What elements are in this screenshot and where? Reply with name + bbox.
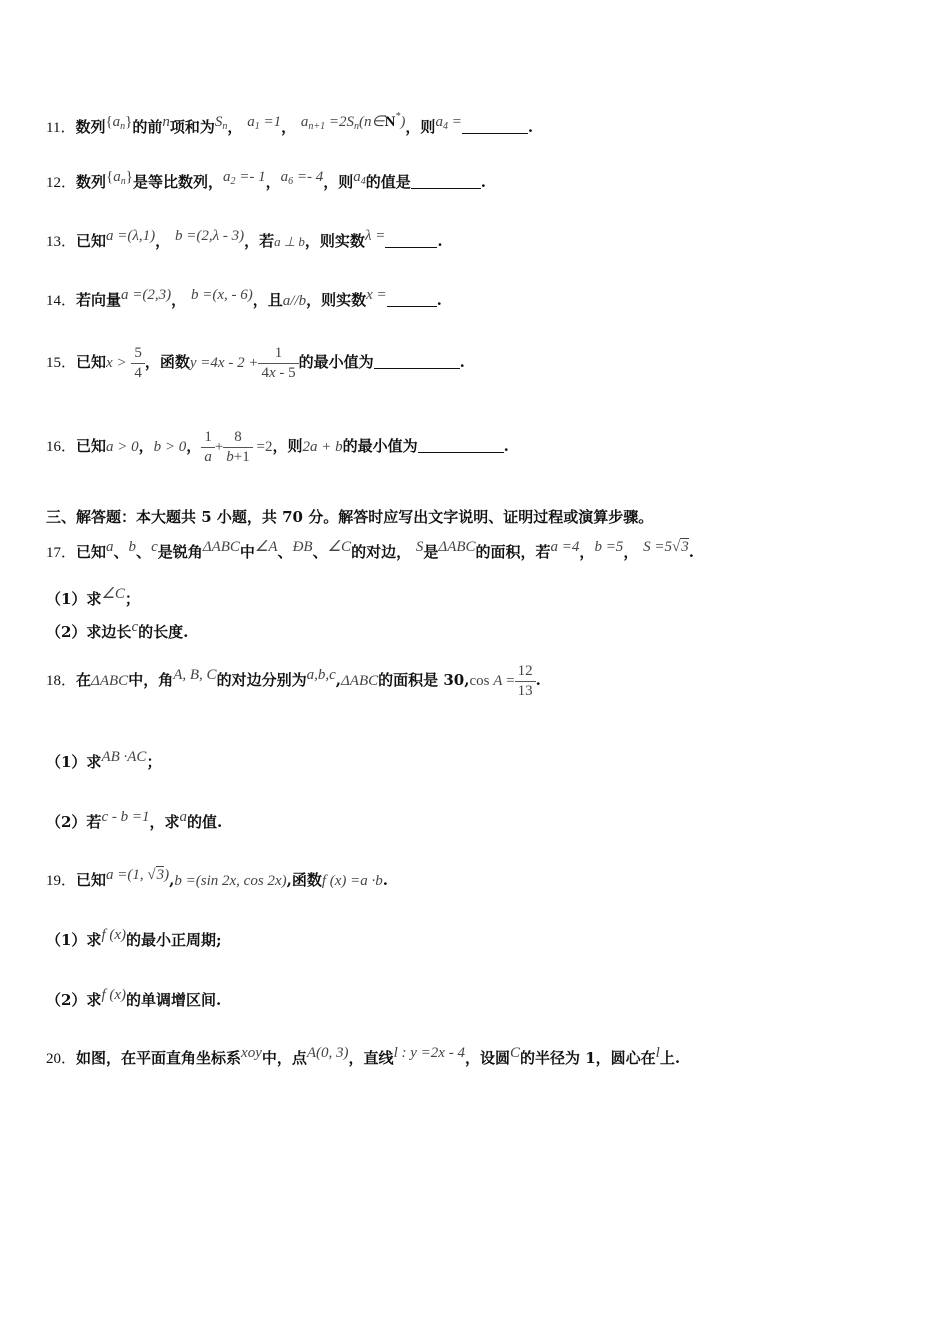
question-15 (46, 342, 465, 383)
math-expression: $S_n$ (214, 114, 228, 132)
question-text: 的值. (187, 813, 223, 831)
question-text: 在 (76, 671, 92, 689)
math-expression: $a_4$ = (435, 114, 462, 132)
question-text: 的最小值为 (342, 437, 418, 455)
question-text: ， (227, 118, 243, 136)
question-number: 15． (46, 355, 77, 371)
math-expression: c - b =1 (101, 809, 150, 825)
math-expression: a (106, 539, 114, 555)
math-expression: $a_{n+1}$ $=2S_n(n\in N^*)$ (300, 111, 406, 132)
math-expression: b =(2,λ - 3) (174, 228, 245, 244)
question-text: 的对边， (351, 543, 412, 561)
answer-blank[interactable] (374, 354, 460, 369)
question-11 (46, 113, 533, 143)
math-expression: b =(x, - 6) (190, 287, 253, 303)
fraction: $\frac{1}{a}$ (201, 428, 215, 467)
question-text: ， (281, 118, 297, 136)
question-text: 的最小正周期; (126, 931, 222, 949)
question-12 (46, 169, 486, 198)
question-text: 中 (239, 543, 255, 561)
math-expression: ∠C (327, 539, 352, 555)
math-expression: n (162, 114, 170, 130)
question-text: ； (146, 753, 162, 771)
question-20 (46, 1045, 681, 1069)
answer-blank[interactable] (387, 292, 437, 307)
question-text: （2）求边长 (46, 623, 132, 641)
question-text: ，求 (149, 813, 180, 831)
q17-part-1 (46, 586, 140, 610)
question-text: ， (186, 437, 202, 455)
question-text: 已知 (76, 437, 107, 455)
answer-blank[interactable] (385, 233, 437, 248)
math-expression: c (151, 539, 158, 555)
question-text: 已知 (76, 353, 107, 371)
question-text: 项和为 (169, 118, 215, 136)
answer-blank[interactable] (462, 119, 528, 134)
question-text: ，函数 (144, 353, 190, 371)
question-text: 上. (659, 1049, 681, 1067)
question-text: . (459, 353, 465, 371)
question-text: . (480, 173, 486, 191)
question-13 (46, 228, 443, 252)
question-text: 已知 (76, 232, 107, 250)
question-text: ， (138, 437, 154, 455)
math-expression: ΔABC (340, 673, 379, 689)
question-text: ，则 (405, 118, 436, 136)
math-expression: AB ·AC (101, 749, 147, 765)
q19-part-2 (46, 987, 222, 1011)
question-text: （1）求 (46, 753, 102, 771)
question-number: 18． (46, 673, 77, 689)
math-expression: x = (366, 287, 387, 303)
question-text: . (382, 871, 389, 889)
question-text: （1）求 (46, 590, 102, 608)
math-expression: c (131, 619, 139, 635)
math-expression: A, B, C (173, 667, 217, 683)
math-expression: y =4x - 2 + (189, 355, 259, 371)
question-text: . (503, 437, 509, 455)
question-text: 的前 (132, 118, 163, 136)
question-text: ，且 (252, 291, 283, 309)
question-14 (46, 287, 442, 311)
math-expression: a,b,c (306, 667, 336, 683)
question-text: ，则 (272, 437, 303, 455)
question-text: ，则实数 (304, 232, 365, 250)
math-expression: $\{a_n\}$ (105, 114, 133, 132)
question-number: 17． (46, 545, 77, 561)
math-expression: ∠A (254, 539, 278, 555)
question-number: 14． (46, 293, 77, 309)
question-text: 的最小值为 (298, 353, 374, 371)
question-number: 16． (46, 439, 77, 455)
question-text: ，直线 (348, 1049, 394, 1067)
question-text: 的单调增区间. (126, 991, 222, 1009)
math-expression: cos A = (469, 673, 515, 689)
question-text: （1）求 (46, 931, 102, 949)
math-expression: b (128, 539, 137, 555)
question-text: ， (171, 291, 187, 309)
question-text: ，则 (323, 173, 354, 191)
math-expression: 2a + b (302, 439, 343, 455)
question-text: 数列 (76, 173, 107, 191)
math-expression: a =(1, √3) (106, 867, 170, 883)
math-expression: $a_1 =1$ (247, 114, 282, 132)
question-text: ，若 (244, 232, 275, 250)
question-text: ， (155, 232, 171, 250)
question-text: 的面积是 30, (378, 671, 470, 689)
math-expression: f (x) (101, 987, 127, 1003)
math-expression: $a_4$ (353, 169, 366, 187)
question-text: ，设圆 (464, 1049, 510, 1067)
math-expression: a =4 (550, 539, 580, 555)
answer-blank[interactable] (411, 174, 481, 189)
math-expression: f (x) =a ·b (321, 873, 383, 889)
question-text: （2）求 (46, 991, 102, 1009)
question-text: 如图，在平面直角坐标系 (76, 1049, 242, 1067)
q18-part-1 (46, 749, 162, 773)
question-text: 的面积，若 (475, 543, 551, 561)
fraction: $\frac{12}{13}$ (515, 662, 536, 701)
q18-part-2 (46, 809, 223, 833)
math-expression: a =(λ,1) (106, 228, 156, 244)
question-text: ， (265, 173, 281, 191)
math-expression: ΔABC (438, 539, 476, 555)
question-number: 13． (46, 234, 77, 250)
math-expression: a > 0 (106, 439, 139, 455)
question-text: 的半径为 1，圆心在 (519, 1049, 656, 1067)
question-text: ,函数 (286, 871, 322, 889)
question-text: 已知 (76, 871, 107, 889)
question-text: 中，角 (128, 671, 174, 689)
question-number: 11． (46, 120, 76, 136)
question-text: 已知 (76, 543, 107, 561)
question-text: . (688, 543, 694, 561)
question-text: . (535, 671, 541, 689)
math-expression: ΔABC (91, 673, 129, 689)
question-16: 16．已知a > 0，b > 0， $\frac{1}{a}$ + $\frac{8}{b+1}$ =2，则2a + b的最小值为 . (46, 428, 509, 465)
question-18: 18．在ΔABC中，角A, B, C的对边分别为a,b,c,ΔABC的面积是 30,cos A = $\frac{12}{13}$ . (46, 662, 541, 699)
section-heading: 三、解答题：本大题共 5 小题，共 70 分。解答时应写出文字说明、证明过程或演算步骤。 (46, 508, 654, 526)
math-expression: S (415, 539, 424, 555)
question-text: 是等比数列， (132, 173, 223, 191)
question-number: 12． (46, 175, 77, 191)
math-expression: S =5√3 (643, 539, 689, 555)
question-text: . (437, 232, 443, 250)
math-expression: ∠C (101, 586, 125, 602)
q17-part-2 (46, 619, 189, 643)
question-text: 的对边分别为 (216, 671, 307, 689)
math-expression: A(0, 3) (306, 1045, 349, 1061)
math-expression: l : y =2x - 4 (393, 1045, 465, 1061)
math-expression: b =(sin 2x, cos 2x) (174, 873, 287, 889)
math-expression: xoy (241, 1045, 262, 1061)
question-number: 19． (46, 873, 77, 889)
question-text: 的长度. (138, 623, 189, 641)
question-text: ，则实数 (306, 291, 367, 309)
fraction: $\frac{1}{4x - 5}$ (258, 344, 298, 383)
math-expression: f (x) (101, 927, 127, 943)
math-expression: a//b (282, 293, 307, 309)
question-text: 中，点 (261, 1049, 307, 1067)
question-number: 20． (46, 1051, 77, 1067)
question-text: 数列 (75, 118, 106, 136)
math-expression: b =5 (594, 539, 624, 555)
question-text: 是锐角 (157, 543, 203, 561)
math-expression: l (655, 1045, 660, 1061)
answer-blank[interactable] (418, 438, 504, 453)
math-expression: $a_6 =- 4$ (280, 169, 324, 187)
math-expression: ÐB (292, 539, 313, 555)
math-expression: b > 0 (153, 439, 187, 455)
math-expression: ΔABC (202, 539, 240, 555)
math-expression: $a_2 =- 1$ (222, 169, 266, 187)
q19-part-1 (46, 927, 222, 951)
question-text: 是 (423, 543, 439, 561)
math-expression: C (509, 1045, 520, 1061)
question-text: 的值是 (365, 173, 411, 191)
question-text: . (527, 118, 534, 136)
math-expression: λ = (364, 228, 386, 244)
question-17: 17．已知a、b、c是锐角ΔABC中∠A、ÐB、∠C的对边， S是ΔABC的面积，若a =4，b =5， S =5√3. (46, 539, 694, 561)
math-expression: $\{a_n\}$ (106, 169, 133, 187)
math-expression: a ⊥ b (274, 234, 305, 249)
math-expression: a (179, 809, 187, 825)
math-expression: x > (106, 355, 127, 371)
math-expression: a =(2,3) (121, 287, 172, 303)
question-text: 若向量 (76, 291, 122, 309)
fraction: $\frac{8}{b+1}$ (223, 428, 252, 467)
question-text: （2）若 (46, 813, 102, 831)
fraction: $\frac{5}{4}$ (131, 344, 145, 383)
question-19: 19．已知a =(1, √3),b =(sin 2x, cos 2x),函数f (x) =a ·b. (46, 867, 389, 889)
question-text: . (436, 291, 442, 309)
question-text: ； (124, 590, 140, 608)
